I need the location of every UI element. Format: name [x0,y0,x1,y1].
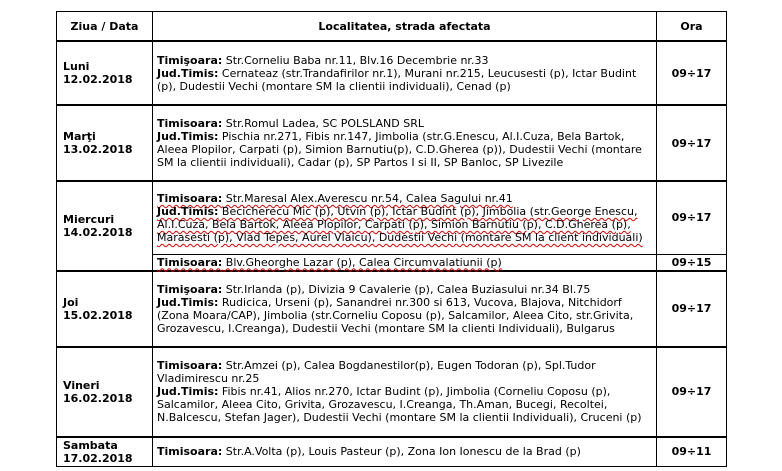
time-cell: 09÷17 [657,41,727,105]
city-label: Timisoara: [157,117,223,130]
day-name: Vineri [63,378,100,392]
location-text: Rudicica, Urseni (p), Sanandrei nr.300 si 613, Vucova, Blajova, Nitchidorf (Zona Moara/CAP), Jimbolia (str.Corneliu Coposu (p), Salcamilor, Aleea Cito, str.Grivita, Grozavescu, I.Creanga), Dudestii Vechi (montare SM la clienti Individuali), Bulgarus [157,295,634,335]
location-cell [153,41,657,105]
table-row [57,181,727,254]
location-text: Str.A.Volta (p), Louis Pasteur (p), Zona Ion Ionescu de la Brad (p) [222,445,581,458]
day-name: Sambata [63,438,118,452]
table-row [57,437,727,467]
header-time: Ora [657,12,727,42]
location-cell [153,271,657,347]
city-label: Timisoara: [157,255,223,269]
location-cell [153,437,657,467]
day-cell [57,181,153,271]
location-text: Str.Corneliu Baba nr.11, Blv.16 Decembrie nr.33 [222,53,489,67]
day-name: Marţi [63,130,96,143]
city-label: Timişoara: [157,53,223,67]
header-row [57,12,727,42]
day-date: 14.02.2018 [63,225,133,239]
location-text: Fibis nr.41, Alios nr.270, Ictar Budint (p), Jimbolia (Corneliu Coposu (p), Salcamilor, Aleea Cito, Grivita, Grozavescu, I.Creanga, Th.Aman, Bucegi, Recoltei, N.Balcescu, Stefan Jager), Dudestii Vechi (montare SM la clientii Individuali), Cruceni (p) [157,385,642,424]
city-label: Timisoara: [157,359,223,372]
location-text: Cernateaz (str.Trandafirilor nr.1), Murani nr.215, Leucusesti (p), Ictar Budint (p), Dudestii Vechi (montare SM la clientii individuali), Cenad (p) [157,66,637,93]
day-date: 12.02.2018 [63,73,133,86]
table-row [57,41,727,105]
day-name: Luni [63,60,90,73]
city-label: Jud.Timis: [157,66,219,80]
location-text: Pischia nr.271, Fibis nr.147, Jimbolia (str.G.Enescu, Al.I.Cuza, Bela Bartok, Aleea Plopilor, Carpati (p), Simion Barnutiu(p), C.D.Gherea (p)), Dudestii Vechi (montare SM la clientii individuali), Cadar (p), SP Partos I si II, SP Banloc, SP Livezile [157,130,642,169]
city-label: Timisoara: [157,445,223,458]
outage-schedule-table [56,11,727,467]
time-cell: 09÷17 [657,105,727,181]
day-date: 17.02.2018 [63,451,133,465]
time-cell: 09÷15 [657,254,727,271]
day-name: Miercuri [63,212,115,226]
city-label: Jud.Timis: [157,295,219,309]
city-label: Jud.Timis: [157,130,219,143]
location-cell [153,254,657,271]
time-cell: 09÷17 [657,181,727,254]
time-cell: 09÷11 [657,437,727,467]
table-row [57,271,727,347]
table-row [57,347,727,437]
city-label: Jud.Timis: [157,204,219,218]
day-name: Joi [63,295,79,309]
table-row [57,254,727,271]
table-row [57,105,727,181]
location-cell [153,347,657,437]
location-cell [153,181,657,254]
city-label: Timişoara: [157,282,223,296]
location-text: Str.Irlanda (p), Divizia 9 Cavalerie (p), Calea Buziasului nr.34 Bl.75 [222,282,591,296]
time-cell: 09÷17 [657,271,727,347]
city-label: Timisoara: [157,191,223,205]
day-cell [57,271,153,347]
day-date: 15.02.2018 [63,308,133,322]
header-location: Localitatea, strada afectata [153,12,657,42]
location-cell [153,105,657,181]
day-date: 16.02.2018 [63,391,133,405]
day-cell [57,105,153,181]
day-date: 13.02.2018 [63,143,133,156]
city-label: Jud.Timis: [157,385,219,398]
day-cell [57,437,153,467]
header-date: Ziua / Data [57,12,153,42]
day-cell [57,41,153,105]
time-cell: 09÷17 [657,347,727,437]
day-cell [57,347,153,437]
location-text: Str.Romul Ladea, SC POLSLAND SRL [222,117,424,130]
location-text: Blv.Gheorghe Lazar (p), Calea Circumvalatiunii (p) [222,255,502,269]
location-text: Becicherecu Mic (p), Utvin (p), Ictar Budint (p), Jimbolia (str.George Enescu, Al.I.Cuza, Bela Bartok, Aleea Plopilor, Carpati (p), Simion Barnutiu (p), C.D.Gherea (p), Marasesti (p), Vlad Tepes, Aurel Vlaicu), Dudestii Vechi (montare SM la client individuali) [157,204,643,244]
location-text: Str.Amzei (p), Calea Bogdanestilor(p), Eugen Todoran (p), Spl.Tudor Vladimirescu nr.25 [157,359,596,385]
location-text: Str.Maresal Alex.Averescu nr.54, Calea Sagului nr.41 [222,191,513,205]
